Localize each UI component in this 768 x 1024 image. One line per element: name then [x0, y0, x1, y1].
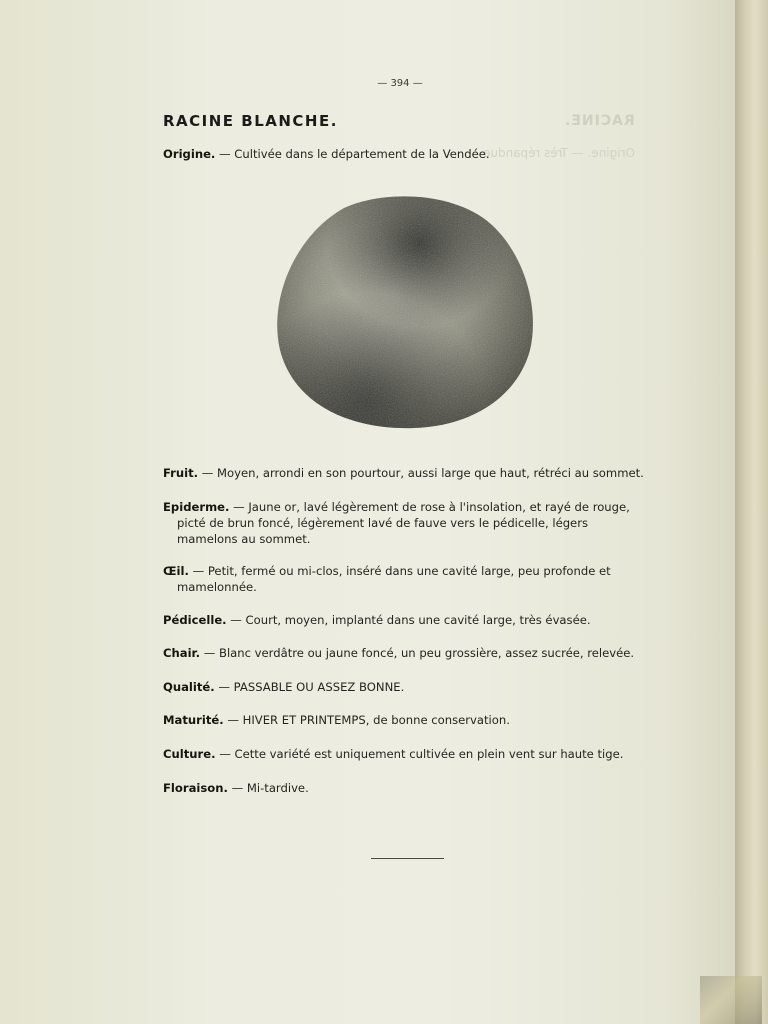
entry-label: Maturité.	[163, 713, 224, 727]
entry-text: — PASSABLE OU ASSEZ BONNE.	[214, 680, 405, 694]
entry-text: — Cette variété est uniquement cultivée en plein vent sur haute tige.	[215, 747, 624, 761]
section-divider	[371, 858, 444, 859]
entry-chair	[163, 645, 651, 661]
entry-maturite	[163, 712, 651, 728]
fruit-illustration	[274, 190, 538, 430]
entry-text: — Petit, fermé ou mi-clos, inséré dans une cavité large, peu profonde et	[188, 564, 611, 578]
page-edge	[735, 0, 768, 1024]
bleed-through-origin: Origine. — Très répandue	[482, 146, 635, 160]
entry-qualite	[163, 679, 651, 695]
corner-thumbnail	[700, 976, 762, 1024]
entry-label: Chair.	[163, 646, 201, 660]
page-number: — 394 —	[377, 78, 423, 89]
entry-text: — HIVER ET PRINTEMPS, de bonne conservation.	[223, 713, 510, 727]
entry-text: — Moyen, arrondi en son pourtour, aussi large que haut, rétréci au sommet.	[198, 466, 644, 480]
entry-label: Floraison.	[163, 781, 228, 795]
entry-label: Epiderme.	[163, 500, 230, 514]
entry-text: — Mi-tardive.	[227, 781, 309, 795]
entry-label: Pédicelle.	[163, 613, 227, 627]
page-title: RACINE BLANCHE.	[163, 112, 338, 130]
entry-label: Fruit.	[163, 466, 199, 480]
origin-line	[163, 146, 651, 162]
entry-text: — Court, moyen, implanté dans une cavité large, très évasée.	[226, 613, 591, 627]
origin-text: — Cultivée dans le département de la Vendée.	[215, 147, 490, 161]
entry-culture	[163, 746, 651, 762]
entry-label: Culture.	[163, 747, 216, 761]
entry-continuation: mamelonnée.	[177, 580, 257, 594]
entry-continuation: picté de brun foncé, légèrement lavé de fauve vers le pédicelle, légers mamelons au sommet.	[177, 516, 589, 546]
entry-text: — Blanc verdâtre ou jaune foncé, un peu grossière, assez sucrée, relevée.	[200, 646, 635, 660]
entry-fruit	[163, 465, 651, 481]
entry-label: Qualité.	[163, 680, 215, 694]
origin-label: Origine.	[163, 147, 216, 161]
entry-label: Œil.	[163, 564, 189, 578]
entry-text: — Jaune or, lavé légèrement de rose à l'insolation, et rayé de rouge,	[229, 500, 630, 514]
entry-oeil	[163, 563, 651, 595]
entry-pedicelle	[163, 612, 651, 628]
entry-epiderme	[163, 499, 651, 547]
entry-floraison	[163, 780, 651, 796]
bleed-through-title: RACINE.	[564, 113, 635, 129]
